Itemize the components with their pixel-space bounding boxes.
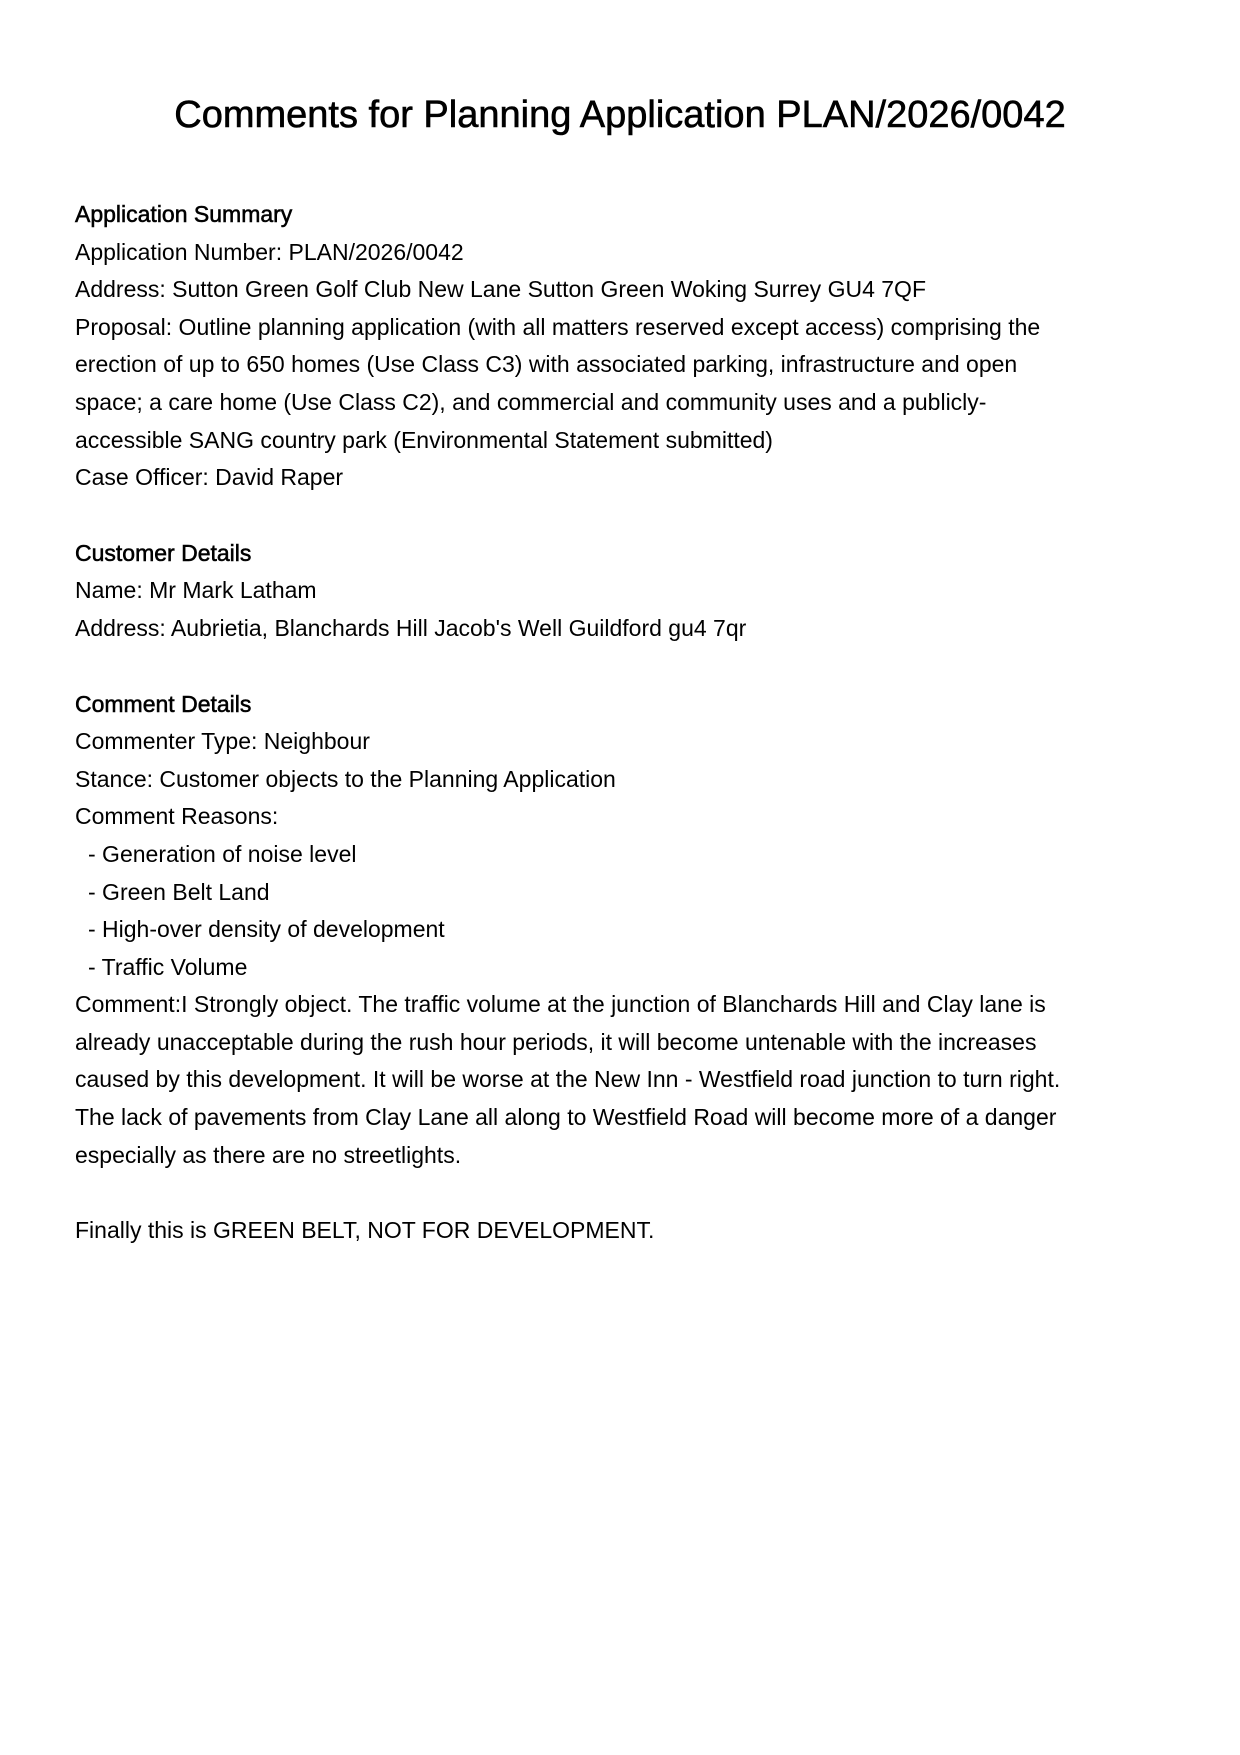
- customer-name: Name: Mr Mark Latham: [75, 577, 317, 604]
- paragraph-gap: [75, 1174, 1175, 1212]
- comment-text-line: caused by this development. It will be worse at the New Inn - Westfield road junction to turn right.: [75, 1066, 1061, 1093]
- customer-details-section: [75, 535, 1175, 648]
- application-summary-heading: Application Summary: [75, 201, 293, 227]
- page-title: Comments for Planning Application PLAN/2026/0042: [174, 94, 1066, 136]
- application-number: Application Number: PLAN/2026/0042: [75, 238, 464, 265]
- customer-address: Address: Aubrietia, Blanchards Hill Jacob's Well Guildford gu4 7qr: [75, 614, 747, 641]
- comment-text-line: especially as there are no streetlights.: [75, 1141, 462, 1168]
- case-officer: Case Officer: David Raper: [75, 464, 344, 491]
- comment-reason-item: - High-over density of development: [88, 916, 445, 943]
- comment-reason-item: - Green Belt Land: [88, 878, 270, 905]
- comment-text-line: The lack of pavements from Clay Lane all along to Westfield Road will become more of a danger: [75, 1104, 1057, 1131]
- document-content: [75, 196, 1175, 1287]
- commenter-type: Commenter Type: Neighbour: [75, 728, 370, 755]
- proposal-line: Proposal: Outline planning application (with all matters reserved except access) comprising the: [75, 313, 1041, 340]
- comment-text-line: Comment:I Strongly object. The traffic volume at the junction of Blanchards Hill and Clay lane is: [75, 991, 1046, 1018]
- comment-final-line: Finally this is GREEN BELT, NOT FOR DEVELOPMENT.: [75, 1216, 655, 1243]
- comment-details-heading: Comment Details: [75, 690, 252, 717]
- customer-details-heading: Customer Details: [75, 539, 252, 566]
- comment-reason-item: - Traffic Volume: [88, 953, 248, 980]
- comment-text-line: already unacceptable during the rush hour periods, it will become untenable with the increases: [75, 1028, 1037, 1055]
- application-summary-section: [75, 196, 1175, 497]
- proposal-line: erection of up to 650 homes (Use Class C3) with associated parking, infrastructure and open: [75, 351, 1018, 378]
- application-address: Address: Sutton Green Golf Club New Lane Sutton Green Woking Surrey GU4 7QF: [75, 276, 926, 303]
- comment-reason-item: - Generation of noise level: [88, 840, 357, 867]
- comment-reasons-label: Comment Reasons:: [75, 803, 279, 830]
- stance: Stance: Customer objects to the Planning Application: [75, 765, 616, 792]
- proposal-line: space; a care home (Use Class C2), and commercial and community uses and a publicly-: [75, 388, 987, 415]
- proposal-line: accessible SANG country park (Environmental Statement submitted): [75, 426, 773, 453]
- comment-details-section: [75, 686, 1175, 1250]
